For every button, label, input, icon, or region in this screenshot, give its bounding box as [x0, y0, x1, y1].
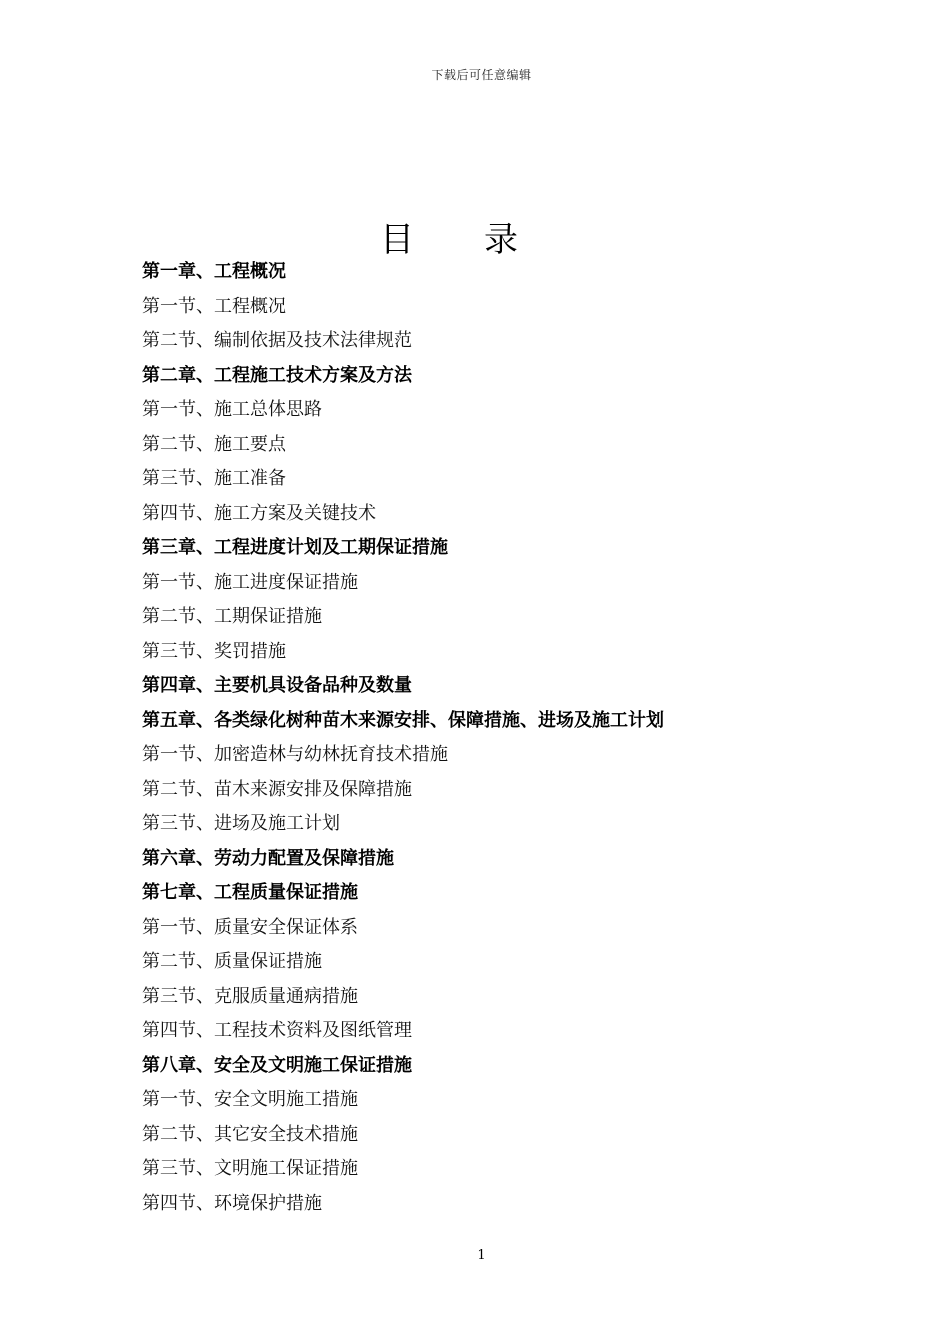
- toc-chapter-entry[interactable]: 第七章、工程质量保证措施: [142, 882, 358, 903]
- toc-chapter-entry[interactable]: 第四章、主要机具设备品种及数量: [142, 675, 412, 696]
- toc-chapter-entry[interactable]: 第二章、工程施工技术方案及方法: [142, 364, 412, 386]
- toc-section-entry[interactable]: 第一节、质量安全保证体系: [142, 916, 358, 938]
- toc-chapter-entry[interactable]: 第三章、工程进度计划及工期保证措施: [142, 537, 448, 558]
- toc-section-entry[interactable]: 第二节、苗木来源安排及保障措施: [142, 778, 412, 800]
- toc-section-entry[interactable]: 第一节、施工进度保证措施: [142, 571, 358, 593]
- toc-section-entry[interactable]: 第二节、施工要点: [142, 433, 286, 455]
- toc-list: [142, 255, 822, 1221]
- toc-section-entry[interactable]: 第二节、质量保证措施: [142, 951, 322, 972]
- toc-section-entry[interactable]: 第三节、文明施工保证措施: [142, 1158, 358, 1179]
- toc-section-entry[interactable]: 第一节、安全文明施工措施: [142, 1089, 358, 1110]
- toc-section-entry[interactable]: 第二节、其它安全技术措施: [142, 1123, 358, 1145]
- toc-chapter-entry[interactable]: 第八章、安全及文明施工保证措施: [142, 1054, 412, 1076]
- toc-section-entry[interactable]: 第四节、工程技术资料及图纸管理: [142, 1020, 412, 1041]
- toc-section-entry[interactable]: 第三节、进场及施工计划: [142, 813, 340, 834]
- toc-section-entry[interactable]: 第三节、克服质量通病措施: [142, 985, 358, 1007]
- toc-chapter-entry[interactable]: 第六章、劳动力配置及保障措施: [142, 847, 394, 869]
- toc-section-entry[interactable]: 第一节、施工总体思路: [142, 399, 322, 420]
- toc-section-entry[interactable]: 第一节、加密造林与幼林抚育技术措施: [142, 744, 448, 765]
- toc-section-entry[interactable]: 第三节、奖罚措施: [142, 640, 286, 662]
- toc-section-entry[interactable]: 第四节、施工方案及关键技术: [142, 502, 376, 524]
- toc-section-entry[interactable]: 第二节、编制依据及技术法律规范: [142, 330, 412, 351]
- toc-section-entry[interactable]: 第四节、环境保护措施: [142, 1192, 322, 1214]
- toc-section-entry[interactable]: 第二节、工期保证措施: [142, 606, 322, 627]
- toc-chapter-entry[interactable]: 第五章、各类绿化树种苗木来源安排、保障措施、进场及施工计划: [142, 709, 664, 731]
- toc-section-entry[interactable]: 第三节、施工准备: [142, 468, 286, 489]
- toc-title: 目录: [380, 219, 588, 260]
- toc-section-entry[interactable]: 第一节、工程概况: [142, 295, 286, 317]
- toc-chapter-entry[interactable]: 第一章、工程概况: [142, 261, 286, 282]
- page-number: 1: [477, 1248, 486, 1263]
- page-header-note: 下载后可任意编辑: [431, 68, 532, 82]
